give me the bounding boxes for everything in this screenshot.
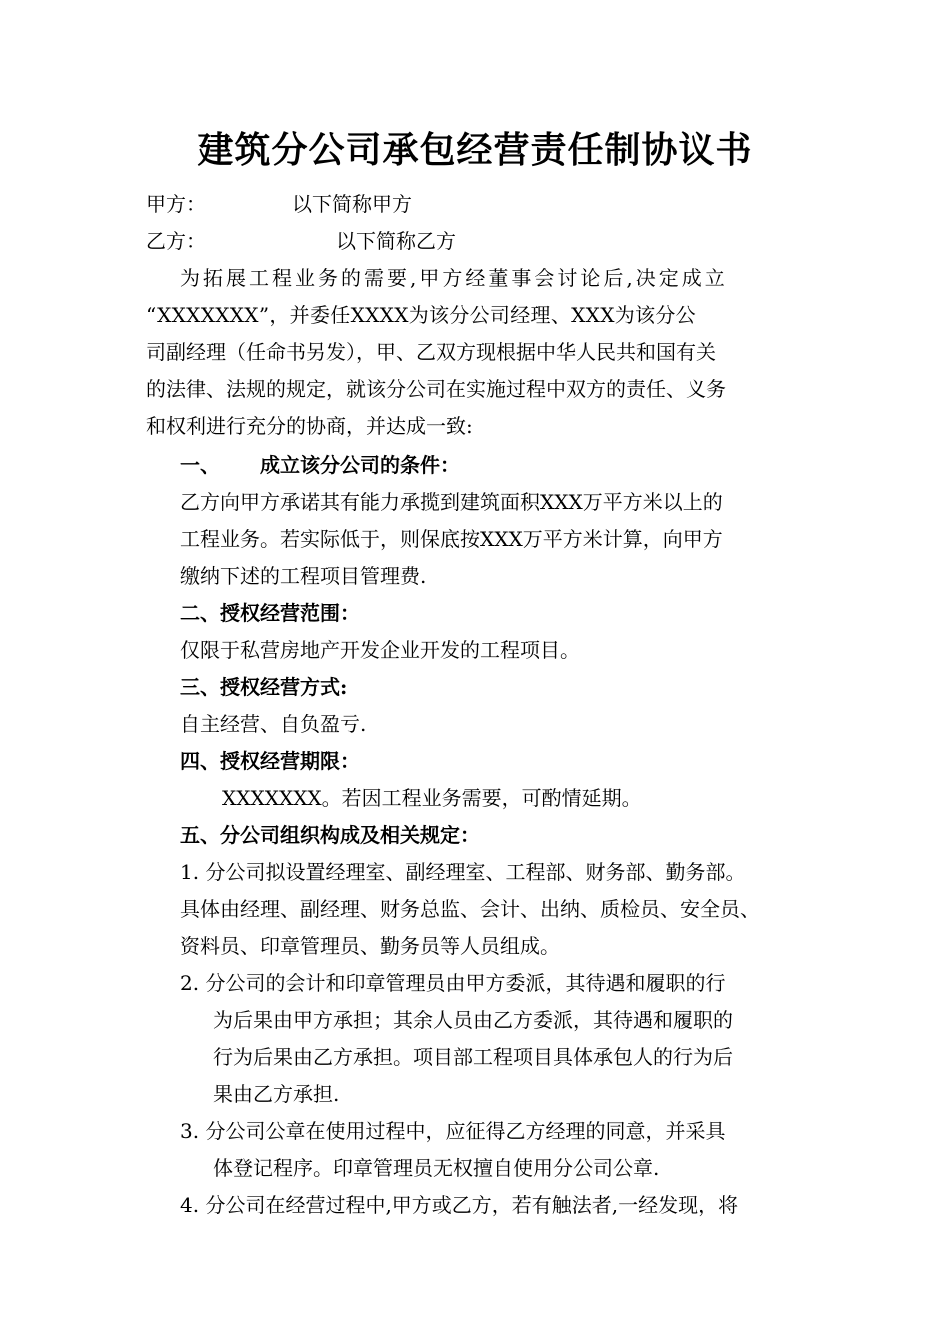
section-text-line: 乙方向甲方承诺其有能力承揽到建筑面积XXX万平方米以上的 <box>180 490 723 514</box>
list-item-line: 1. 分公司拟设置经理室、副经理室、工程部、财务部、勤务部。 <box>180 860 746 884</box>
section-number: 一、 <box>180 453 220 477</box>
list-item-line: 具体由经理、副经理、财务总监、会计、出纳、质检员、安全员、 <box>180 897 760 921</box>
intro-line: 的法律、法规的规定，就该分公司在实施过程中双方的责任、义务 <box>146 377 726 401</box>
section-heading-3: 三、授权经营方式: <box>180 675 348 699</box>
party-a-note: 以下简称甲方 <box>292 192 412 216</box>
section-heading-text: 成立该分公司的条件： <box>260 453 460 477</box>
list-item-line: 3. 分公司公章在使用过程中，应征得乙方经理的同意，并采具 <box>180 1119 726 1143</box>
section-text-line: 自主经营、自负盈亏. <box>180 712 367 736</box>
list-item-line: 为后果由甲方承担；其余人员由乙方委派，其待遇和履职的 <box>213 1008 733 1032</box>
section-text-line: 仅限于私营房地产开发企业开发的工程项目。 <box>180 638 580 662</box>
party-a-line <box>146 186 466 222</box>
party-a-label: 甲方： <box>146 192 206 216</box>
section-heading-2: 二、授权经营范围： <box>180 601 360 625</box>
section-text-line: 缴纳下述的工程项目管理费. <box>180 564 427 588</box>
list-item-line: 果由乙方承担. <box>213 1082 340 1106</box>
intro-line: 司副经理（任命书另发），甲、乙双方现根据中华人民共和国有关 <box>146 340 716 364</box>
intro-line: “XXXXXXX”，并委任XXXX为该分公司经理、XXX为该分公 <box>146 303 696 327</box>
list-item-line: 2. 分公司的会计和印章管理员由甲方委派，其待遇和履职的行 <box>180 971 726 995</box>
list-item-line: 行为后果由乙方承担。项目部工程项目具体承包人的行为后 <box>213 1045 733 1069</box>
list-item-line: 体登记程序。印章管理员无权擅自使用分公司公章. <box>213 1156 660 1180</box>
party-b-line <box>146 223 506 259</box>
section-text-line: XXXXXXX。若因工程业务需要，可酌情延期。 <box>222 786 642 810</box>
document-title: 建筑分公司承包经营责任制协议书 <box>197 129 753 171</box>
list-item-line: 4. 分公司在经营过程中,甲方或乙方，若有触法者,一经发现，将 <box>180 1193 739 1217</box>
intro-line: 和权利进行充分的协商，并达成一致: <box>146 414 473 438</box>
party-b-note: 以下简称乙方 <box>336 229 456 253</box>
section-heading-4: 四、授权经营期限： <box>180 749 360 773</box>
section-heading-5: 五、分公司组织构成及相关规定： <box>180 823 480 847</box>
list-item-line: 资料员、印章管理员、勤务员等人员组成。 <box>180 934 560 958</box>
section-text-line: 工程业务。若实际低于，则保底按XXX万平方米计算，向甲方 <box>180 527 723 551</box>
party-b-label: 乙方： <box>146 229 206 253</box>
intro-line: 为拓展工程业务的需要,甲方经董事会讨论后,决定成立 <box>180 266 728 290</box>
section-heading-1 <box>180 447 460 483</box>
